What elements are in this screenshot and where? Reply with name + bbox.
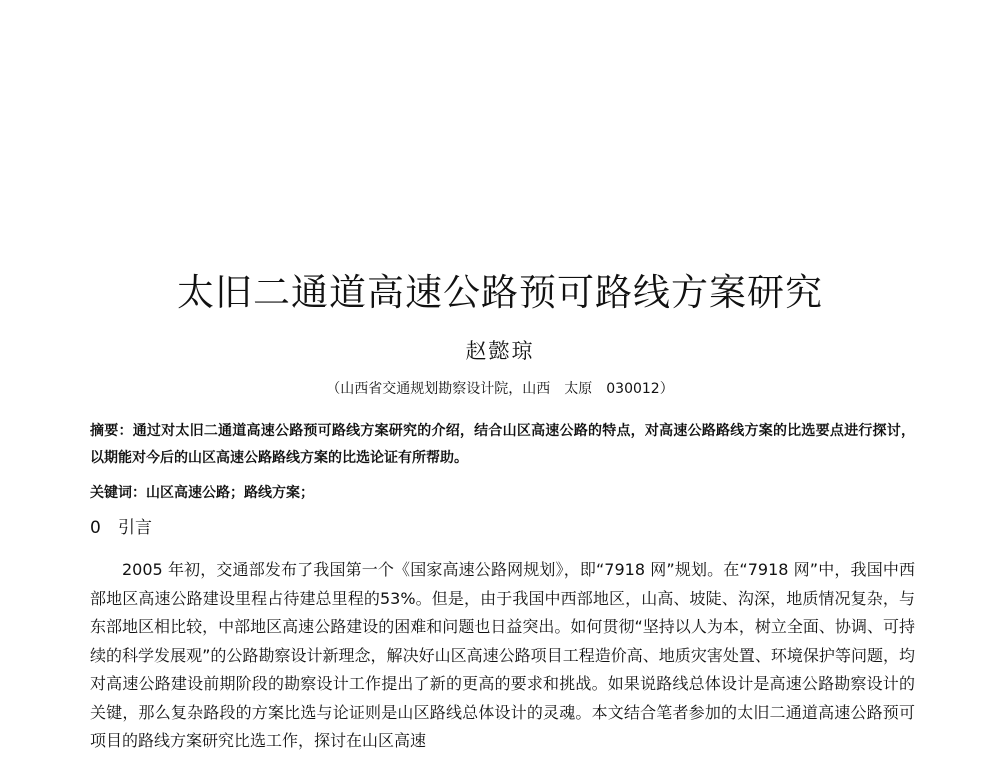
abstract-text: 通过对太旧二通道高速公路预可路线方案研究的介绍，结合山区高速公路的特点，对高速公路路线方案的比选要点进行探讨，以期能对今后的山区高速公路路线方案的比选论证有所帮助。 (90, 423, 915, 466)
keywords-label: 关键词： (90, 485, 146, 501)
section-title: 引言 (118, 518, 152, 538)
abstract (90, 418, 915, 472)
section-number: 0 (90, 518, 101, 538)
keywords-text: 山区高速公路；路线方案； (146, 485, 314, 501)
keywords (90, 480, 915, 507)
author-affiliation: （山西省交通规划勘察设计院，山西 太原 030012） (326, 381, 674, 397)
paper-title: 太旧二通道高速公路预可路线方案研究 (177, 271, 823, 314)
section-heading (90, 514, 152, 542)
body-paragraph: 2005 年初，交通部发布了我国第一个《国家高速公路网规划》，即“7918 网”规划。在“7918 网”中，我国中西部地区高速公路建设里程占待建总里程的53%。但是，由于我国中西部地区，山高、坡陡、沟深，地质情况复杂，与东部地区相比较，中部地区高速公路建设的困难和问题也日益突出。如何贯彻“坚持以人为本，树立全面、协调、可持续的科学发展观”的公路勘察设计新理念，解决好山区高速公路项目工程造价高、地质灾害处置、环境保护等问题，均对高速公路建设前期阶段的勘察设计工作提出了新的更高的要求和挑战。如果说路线总体设计是高速公路勘察设计的关键，那么复杂路段的方案比选与论证则是山区路线总体设计的灵魂。本文结合笔者参加的太旧二通道高速公路预可项目的路线方案研究比选工作，探讨在山区高速 (90, 560, 915, 750)
author-name: 赵懿琼 (465, 339, 535, 363)
abstract-label: 摘要： (90, 423, 133, 439)
